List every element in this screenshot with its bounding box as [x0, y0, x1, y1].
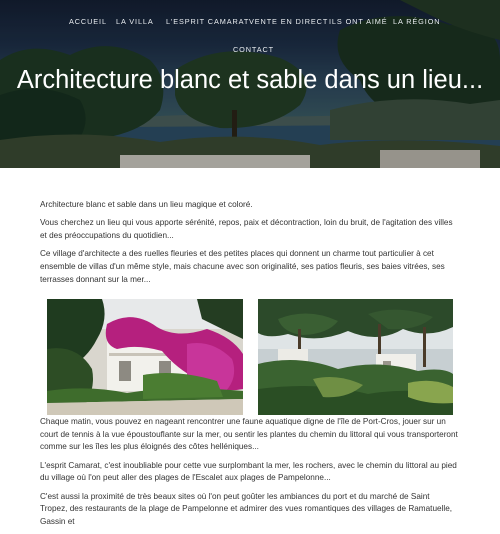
- main-navigation: [0, 14, 500, 64]
- article-intro: [40, 199, 458, 292]
- article-paragraph: Chaque matin, vous pouvez en nageant rencontrer une faune aquatique digne de l'île de Port-Cros, jouer sur un court de tennis à la vue époustouflante sur la mer, ou sentir les plantes du chemin du littoral qui vous transporteront comme sur les îles les plus éloignés des côtes helléniques...: [40, 417, 458, 452]
- nav-item-vente-en-direct[interactable]: VENTE EN DIRECT: [249, 17, 329, 26]
- hero-banner: [0, 0, 500, 168]
- nav-item-accueil[interactable]: ACCUEIL: [69, 17, 107, 26]
- article-paragraph: Ce village d'architecte a des ruelles fleuries et des petites places qui donnent un charme tout particulier à cet ensemble de villas d'un même style, mais chacune avec son originalité, ses patios fleuris, ses baies vitrées, ses terrasses donnant sur la mer...: [40, 249, 445, 284]
- article-paragraph: C'est aussi la proximité de très beaux sites où l'on peut goûter les ambiances du port et du marché de Saint Tropez, des restaurants de la plage de Pampelonne et admirer des vues romantiques des villages de Ramatuelle, Gassin et: [40, 491, 453, 526]
- article-paragraph: Vous cherchez un lieu qui vous apporte sérénité, repos, paix et décontraction, loin du bruit, de l'agitation des villes et des préoccupations du quotidien...: [40, 218, 453, 240]
- pine-village-photo[interactable]: [258, 299, 453, 415]
- nav-item-contact[interactable]: CONTACT: [233, 45, 275, 54]
- article-body: [40, 416, 458, 534]
- page-title: Architecture blanc et sable dans un lieu...: [16, 66, 484, 94]
- photo-gallery: [0, 299, 500, 415]
- nav-item-esprit-camarat[interactable]: L'ESPRIT CAMARAT: [166, 17, 250, 26]
- article-paragraph: Architecture blanc et sable dans un lieu magique et coloré.: [40, 200, 253, 209]
- villa-bougainvillea-photo[interactable]: [47, 299, 243, 415]
- nav-item-ils-ont-aime[interactable]: ILS ONT AIMÉ: [329, 17, 388, 26]
- nav-item-la-region[interactable]: LA RÉGION: [393, 17, 441, 26]
- article-paragraph: L'esprit Camarat, c'est inoubliable pour cette vue surplombant la mer, les rochers, avec le chemin du littoral au pied du village où l'on peut aller des plages de l'Escalet aux plages de Pampelonne...: [40, 460, 457, 483]
- nav-item-la-villa[interactable]: LA VILLA: [116, 17, 154, 26]
